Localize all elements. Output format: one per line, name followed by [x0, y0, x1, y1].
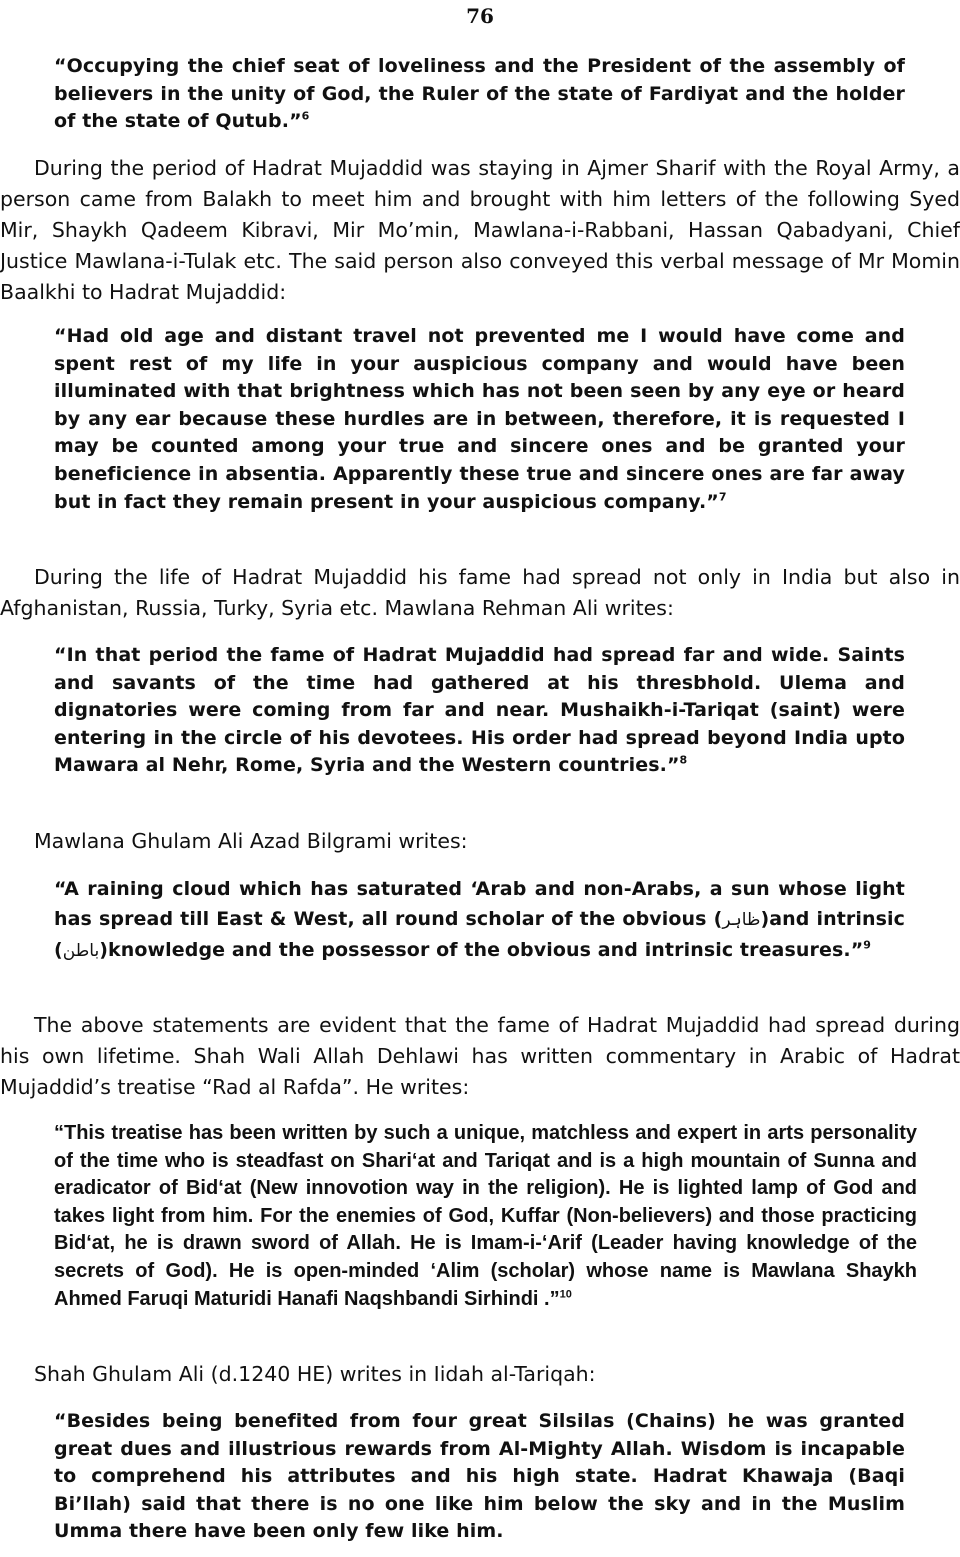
page-number: 76: [466, 4, 494, 28]
block-quote-2: [54, 323, 905, 516]
quote-text: “Had old age and distant travel not prevented me I would have come and spent rest of my life in your auspicious company and would have been illuminated with that brightness which has not been seen by any eye or heard by any ear because these hurdles are in between, therefore, it is requested I may be counted among your true and sincere ones and be granted your beneficience in absentia. Apparently these true and sincere ones are far away but in fact they remain present in your auspicious company.”: [54, 325, 905, 513]
quote-text-part-3: )knowledge and the possessor of the obvious and intrinsic treasures.”: [99, 939, 864, 961]
paragraph-3: [0, 1010, 960, 1103]
urdu-word-batin: باطن: [62, 941, 100, 961]
quote-text: “Besides being benefited from four great Silsilas (Chains) he was granted great dues and illustrious rewards from Al-Mighty Allah. Wisdom is incapable to comprehend his attributes and his high state. Hadrat Khawaja (Baqi Bi’llah) said that there is no one like him below the sky and in the Muslim Umma there have been only few like him.: [54, 1410, 905, 1543]
paragraph-text: The above statements are evident that the fame of Hadrat Mujaddid had spread during his own lifetime. Shah Wali Allah Dehlawi has written commentary in Arabic of Hadrat Mujaddid’s treatise “Rad al Rafda”. He writes:: [0, 1013, 960, 1099]
block-quote-5: [54, 1120, 917, 1313]
footnote-ref: 9: [863, 938, 872, 952]
paragraph-text: During the period of Hadrat Mujaddid was staying in Ajmer Sharif with the Royal Army, a person came from Balakh to meet him and brought with him letters of the following Syed Mir, Shaykh Qadeem Kibravi, Mir Mo’min, Mawlana-i-Rabbani, Hassan Qabadyani, Chief Justice Mawlana-i-Tulak etc. The said person also conveyed this verbal message of Mr Momin Baalkhi to Hadrat Mujaddid:: [0, 156, 960, 304]
footnote-ref: 8: [679, 754, 688, 768]
block-quote-1: [54, 53, 905, 136]
lead-line-1: Mawlana Ghulam Ali Azad Bilgrami writes:: [34, 829, 468, 853]
block-quote-3: [54, 642, 905, 780]
footnote-ref: 6: [301, 109, 310, 123]
lead-line-2: Shah Ghulam Ali (d.1240 HE) writes in Iidah al-Tariqah:: [34, 1362, 596, 1386]
block-quote-4: [54, 874, 905, 966]
quote-text-part-1: “A raining cloud which has saturated ‘Arab and non-Arabs, a sun whose light has spread till East & West, all round scholar of the obvious (: [54, 878, 905, 930]
quote-text-part-2: )and intrinsic (: [54, 908, 905, 961]
footnote-ref: 7: [718, 490, 727, 504]
footnote-ref: 10: [559, 1287, 572, 1300]
paragraph-2: [0, 562, 960, 624]
quote-text: “Occupying the chief seat of loveliness and the President of the assembly of believers in the unity of God, the Ruler of the state of Fardiyat and the holder of the state of Qutub.”: [54, 55, 905, 133]
block-quote-6: [54, 1408, 905, 1546]
quote-text: “This treatise has been written by such a unique, matchless and expert in arts personality of the time who is steadfast on Shari‘at and Tariqat and is a high mountain of Sunna and eradicator of Bid‘at (New innovotion way in the religion). He is lighted lamp of God and takes light from him. For the enemies of God, Kuffar (Non-believers) and those practicing Bid‘at, he is drawn sword of Allah. He is Imam-i-‘Arif (Leader having knowledge of the secrets of God). He is open-minded ‘Alim (scholar) whose name is Mawlana Shaykh Ahmed Faruqi Maturidi Hanafi Naqshbandi Sirhindi .”: [54, 1122, 917, 1310]
paragraph-text: During the life of Hadrat Mujaddid his fame had spread not only in India but also in Afghanistan, Russia, Turky, Syria etc. Mawlana Rehman Ali writes:: [0, 565, 960, 620]
quote-text: “In that period the fame of Hadrat Mujaddid had spread far and wide. Saints and savants of the time had gathered at his thresbhold. Ulema and dignatories were coming from far and near. Mushaikh-i-Tariqat (saint) were entering in the circle of his devotees. His order had spread beyond India upto Mawara al Nehr, Rome, Syria and the Western countries.”: [54, 644, 905, 777]
paragraph-1: [0, 153, 960, 308]
urdu-word-zahir: ظاہر: [722, 910, 761, 930]
